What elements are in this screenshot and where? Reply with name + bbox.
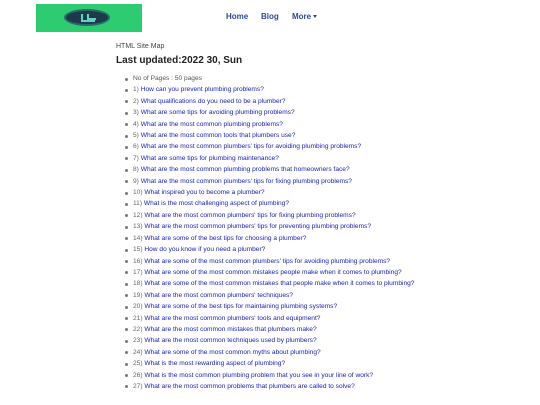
list-item: [125, 210, 433, 221]
list-item-number: 13): [133, 223, 143, 231]
list-item-number: 9): [133, 177, 139, 185]
list-item: [125, 153, 433, 164]
nav-more-dropdown[interactable]: [292, 12, 317, 21]
list-item: [125, 119, 433, 130]
list-item-number: 27): [133, 382, 143, 390]
sitemap-link[interactable]: What are some tips for avoiding plumbing problems?: [140, 109, 295, 117]
caret-down-icon: [313, 15, 317, 18]
list-item-number: 16): [133, 257, 143, 265]
list-item-number: 7): [133, 154, 139, 162]
list-item-number: 20): [133, 303, 143, 311]
list-item-number: 22): [133, 325, 143, 333]
list-item: [125, 290, 433, 301]
list-item: [125, 370, 433, 381]
list-item: [125, 96, 433, 107]
sitemap-link[interactable]: What are the most common plumbers' tips for fixing plumbing problems?: [140, 177, 352, 185]
pages-count-text: No of Pages : 50 pages: [133, 75, 202, 82]
list-item-number: 17): [133, 268, 143, 276]
sitemap-link[interactable]: What are some of the best tips for choosing a plumber?: [144, 234, 307, 242]
list-item-number: 26): [133, 371, 143, 379]
list-item: [125, 187, 433, 198]
nav-home-link[interactable]: Home: [226, 12, 249, 21]
site-logo[interactable]: [36, 4, 142, 32]
sitemap-link[interactable]: What are the most common plumbing problems?: [140, 120, 283, 128]
list-item: [125, 313, 433, 324]
sitemap-link[interactable]: How do you know if you need a plumber?: [144, 246, 266, 254]
sitemap-label: HTML Site Map: [116, 43, 165, 50]
list-item: [125, 164, 433, 175]
list-item-number: 12): [133, 211, 143, 219]
list-item: [125, 130, 433, 141]
list-item-number: 18): [133, 280, 143, 288]
list-item-number: 6): [133, 143, 139, 151]
sitemap-list: [116, 73, 536, 392]
list-item-number: 23): [133, 337, 143, 345]
list-item-number: 11): [133, 200, 143, 208]
list-item: [125, 221, 433, 232]
sitemap-link[interactable]: What are the most common plumbers' tools and equipment?: [144, 314, 321, 322]
list-item-number: 10): [133, 189, 143, 197]
list-item-number: 24): [133, 348, 143, 356]
sitemap-link[interactable]: What are some of the most common myths about plumbing?: [144, 348, 321, 356]
sitemap-link[interactable]: What are the most common plumbing problems that homeowners face?: [140, 166, 350, 174]
list-item: [125, 84, 433, 95]
sitemap-link[interactable]: What are some of the best tips for maintaining plumbing systems?: [144, 303, 338, 311]
sitemap-link[interactable]: What qualifications do you need to be a plumber?: [140, 97, 286, 105]
sitemap-content: [116, 42, 536, 392]
list-item: [125, 176, 433, 187]
sitemap-link[interactable]: What are the most common mistakes that plumbers make?: [144, 325, 317, 333]
logo-mark-inner-icon: [87, 14, 96, 20]
list-item-number: 15): [133, 246, 143, 254]
list-item: [125, 267, 433, 278]
sitemap-link[interactable]: What are the most common plumbers' techniques?: [144, 291, 293, 299]
page-title: Last updated:2022 30, Sun: [116, 55, 243, 66]
list-item: [125, 358, 433, 369]
list-item-number: 19): [133, 291, 143, 299]
list-item: [125, 256, 433, 267]
sitemap-link[interactable]: What are the most common plumbers' tips for preventing plumbing problems?: [144, 223, 372, 231]
pages-count: [125, 73, 433, 84]
sitemap-link[interactable]: What are the most common plumbers' tips for avoiding plumbing problems?: [140, 143, 362, 151]
list-item: [125, 278, 433, 289]
sitemap-link[interactable]: What is the most rewarding aspect of plumbing?: [144, 360, 286, 368]
list-item: [125, 233, 433, 244]
list-item-number: 4): [133, 120, 139, 128]
sitemap-link[interactable]: How can you prevent plumbing problems?: [140, 86, 264, 94]
site-header: [0, 0, 540, 36]
list-item: [125, 141, 433, 152]
sitemap-link[interactable]: What is the most challenging aspect of plumbing?: [143, 200, 290, 208]
list-item: [125, 347, 433, 358]
sitemap-link[interactable]: What are some of the most common plumbers' tips for avoiding plumbing problems?: [144, 257, 391, 265]
list-item-number: 25): [133, 360, 143, 368]
list-item-number: 2): [133, 97, 139, 105]
list-item-number: 8): [133, 166, 139, 174]
list-item-number: 5): [133, 132, 139, 140]
sitemap-link[interactable]: What are the most common plumbers' tips for fixing plumbing problems?: [144, 211, 356, 219]
list-item: [125, 301, 433, 312]
list-item: [125, 198, 433, 209]
list-item: [125, 244, 433, 255]
nav-more-label: More: [292, 12, 312, 21]
list-item-number: 14): [133, 234, 143, 242]
list-item: [125, 381, 433, 392]
list-item-number: 3): [133, 109, 139, 117]
logo-emblem-icon: [64, 9, 110, 26]
nav-blog-link[interactable]: Blog: [261, 12, 279, 21]
sitemap-link[interactable]: What are some tips for plumbing maintenance?: [140, 154, 279, 162]
list-item: [125, 107, 433, 118]
sitemap-link[interactable]: What are the most common problems that plumbers are called to solve?: [144, 382, 355, 390]
sitemap-link[interactable]: What are some of the most common mistakes people make when it comes to plumbing?: [144, 268, 402, 276]
sitemap-link[interactable]: What is the most common plumbing problem that you see in your line of work?: [144, 371, 374, 379]
sitemap-link[interactable]: What are the most common techniques used by plumbers?: [144, 337, 317, 345]
list-item: [125, 335, 433, 346]
list-item-number: 21): [133, 314, 143, 322]
list-item: [125, 324, 433, 335]
sitemap-link[interactable]: What are the most common tools that plumbers use?: [140, 132, 296, 140]
sitemap-link[interactable]: What inspired you to become a plumber?: [144, 189, 265, 197]
list-item-number: 1): [133, 86, 139, 94]
sitemap-link[interactable]: What are some of the most common mistakes that people make when it comes to plumbing?: [144, 280, 415, 288]
